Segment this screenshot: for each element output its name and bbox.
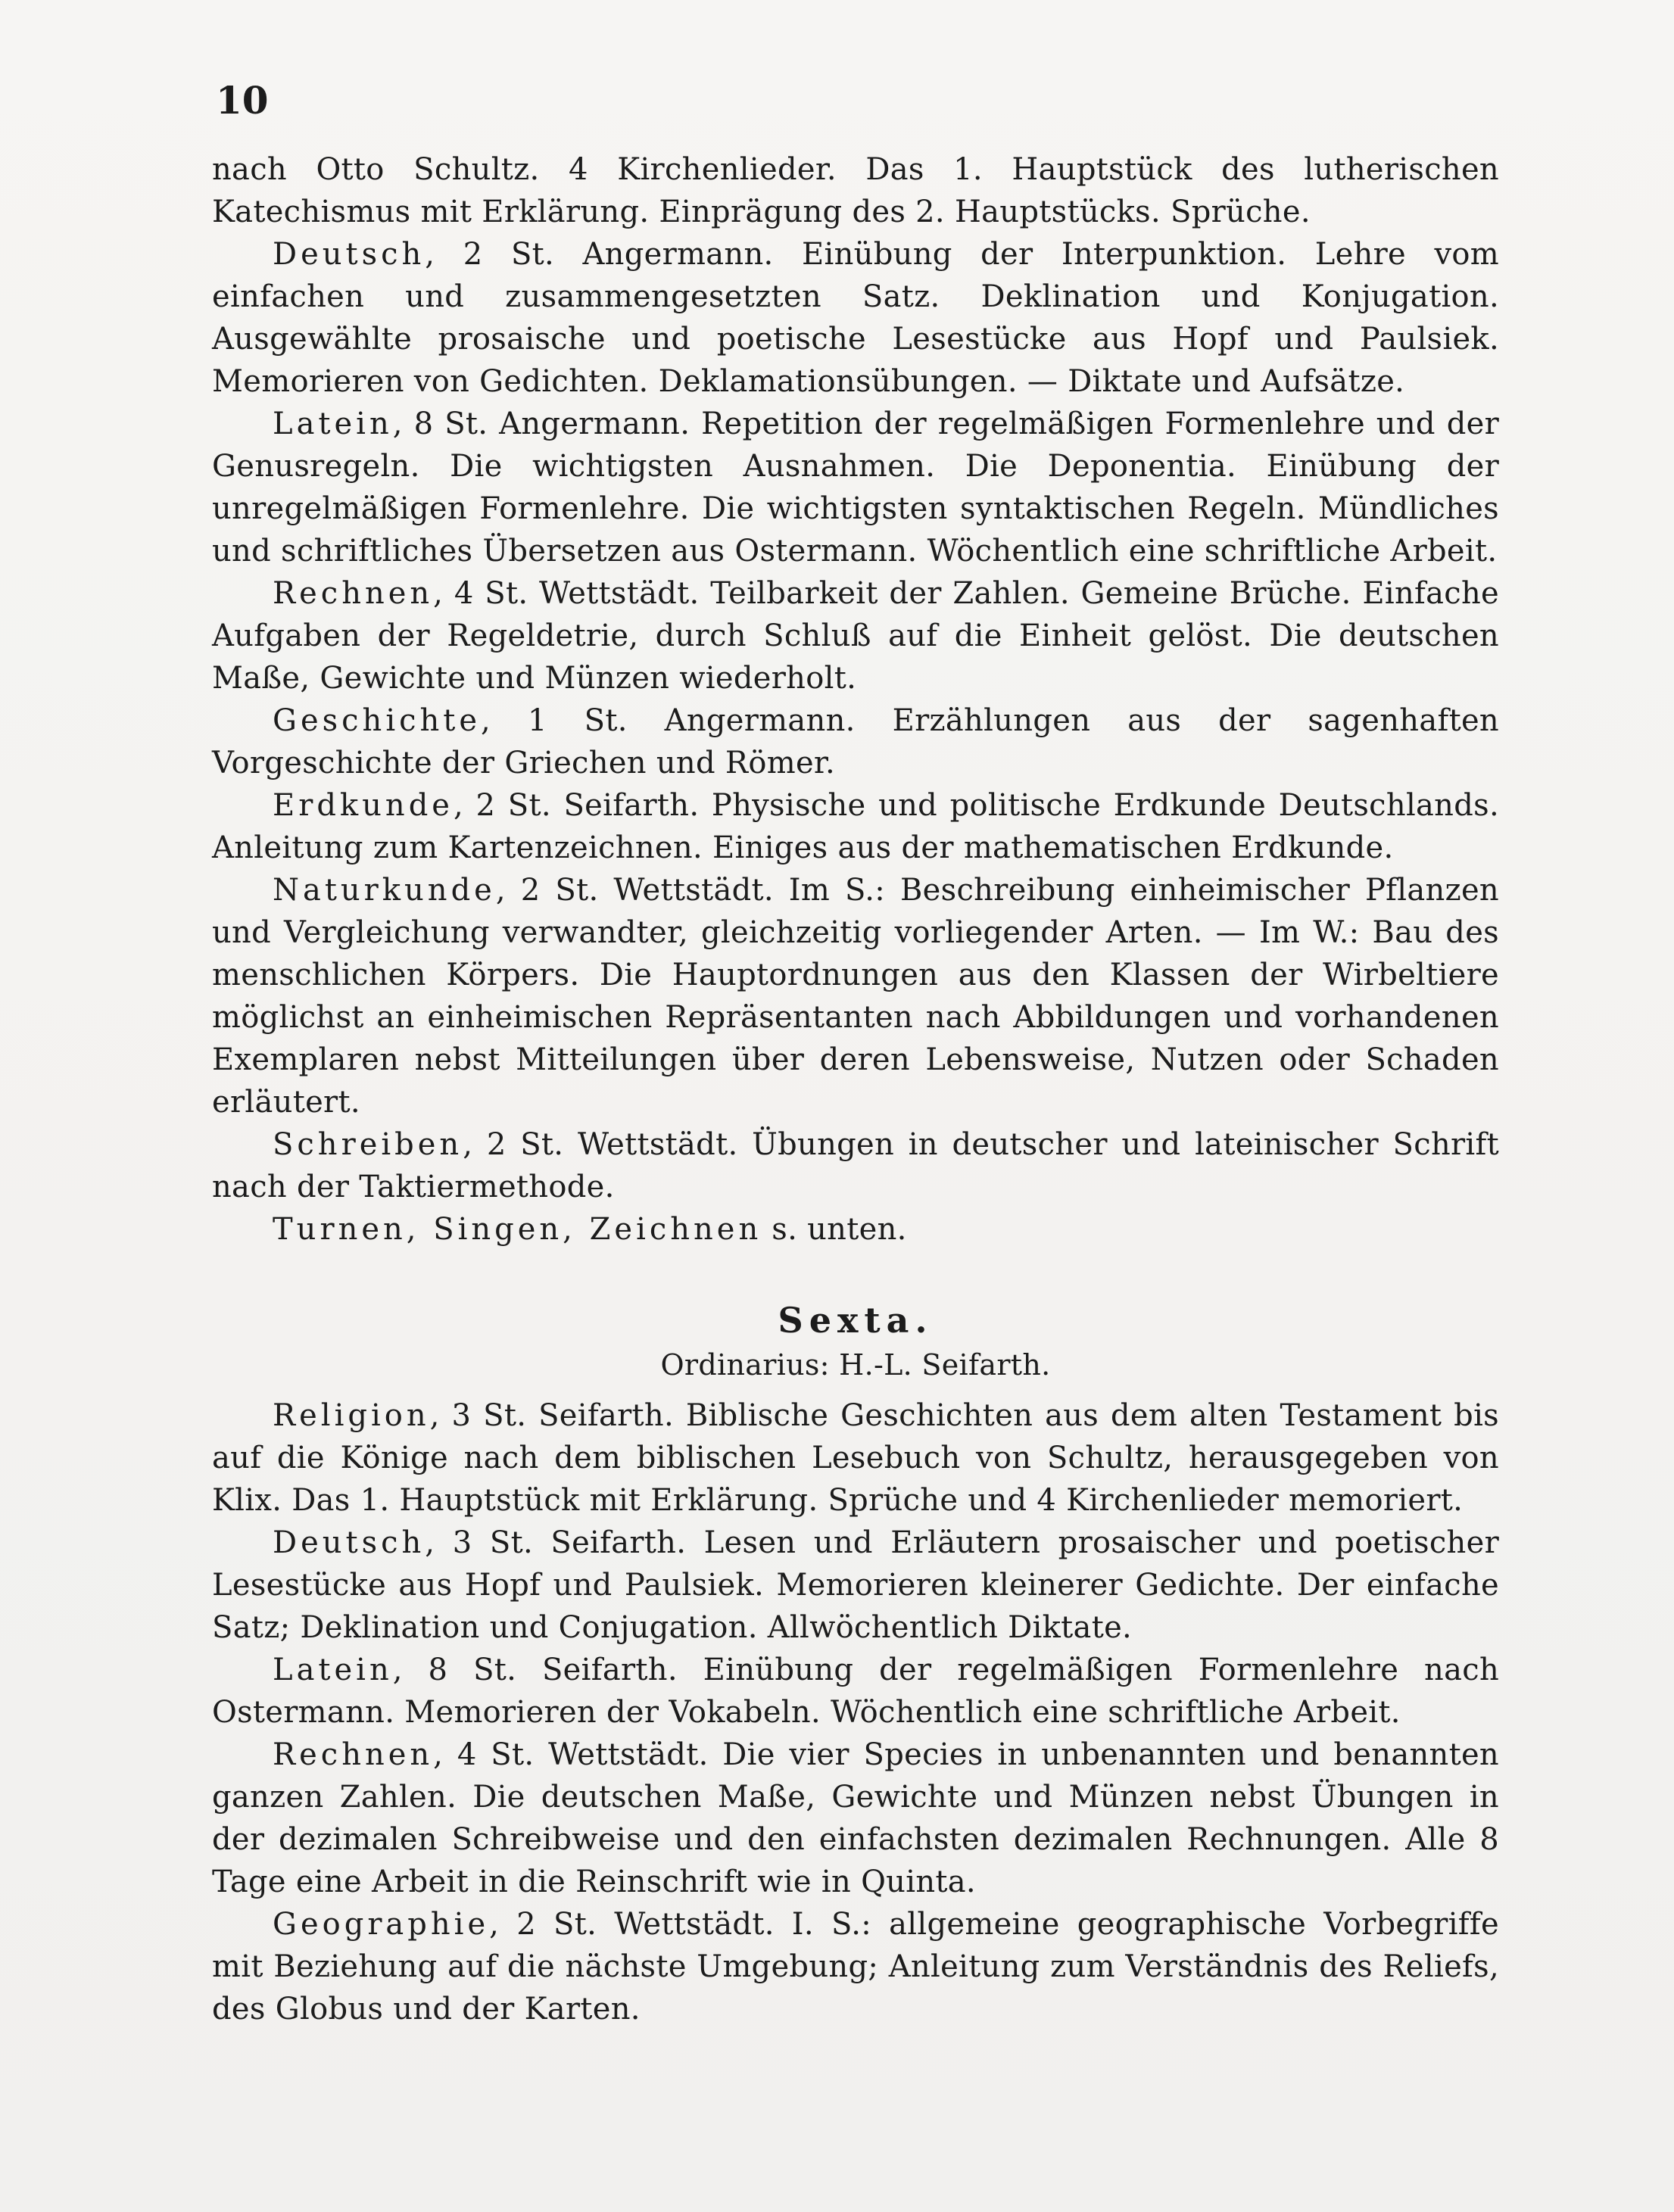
paragraph-subject: Naturkunde	[273, 873, 496, 908]
paragraph-subject: Erdkunde	[273, 788, 454, 823]
paragraph-latein-sexta	[212, 1649, 1499, 1734]
paragraph-subject: Geschichte	[273, 703, 482, 738]
paragraph-text: , 8 St. Angermann. Repetition der regelmäßigen Formenlehre und der Genusregeln. Die wichtigsten Ausnahmen. Die Deponentia. Einübung der unregelmäßigen Formenlehre. Die wichtigsten syntaktischen Regeln. Mündliches und schriftliches Übersetzen aus Ostermann. Wöchentlich eine schriftliche Arbeit.	[212, 407, 1499, 569]
paragraph-text: , 8 St. Seifarth. Einübung der regelmäßigen Formenlehre nach Ostermann. Memorieren der Vokabeln. Wöchentlich eine schriftliche Arbeit.	[212, 1653, 1499, 1730]
paragraph-subject: Rechnen	[273, 576, 434, 611]
paragraph-geschichte	[212, 699, 1499, 784]
paragraph-erdkunde	[212, 784, 1499, 869]
page-text	[212, 148, 1499, 2030]
paragraph-rechnen-sexta	[212, 1734, 1499, 1903]
paragraph-text: , 2 St. Wettstädt. Übungen in deutscher und lateinischer Schrift nach der Taktiermethode.	[212, 1127, 1499, 1204]
paragraph-text: , 4 St. Wettstädt. Die vier Species in unbenannten und benannten ganzen Zahlen. Die deutschen Maße, Gewichte und Münzen nebst Übungen in der dezimalen Schreibweise und den einfachsten dezimalen Rechnungen. Alle 8 Tage eine Arbeit in die Reinschrift wie in Quinta.	[212, 1737, 1499, 1899]
paragraph-text: , 2 St. Wettstädt. I. S.: allgemeine geographische Vorbegriffe mit Beziehung auf die nächste Umgebung; Anleitung zum Verständnis des Reliefs, des Globus und der Karten.	[212, 1907, 1499, 2027]
section-ordinarius: Ordinarius: H.-L. Seifarth.	[660, 1348, 1051, 1382]
paragraph-text: , 4 St. Wettstädt. Teilbarkeit der Zahlen. Gemeine Brüche. Einfache Aufgaben der Regeldetrie, durch Schluß auf die Einheit gelöst. Die deutschen Maße, Gewichte und Münzen wiederholt.	[212, 576, 1499, 696]
paragraph-geographie	[212, 1903, 1499, 2030]
paragraph-text: , 2 St. Seifarth. Physische und politische Erdkunde Deutschlands. Anleitung zum Kartenzeichnen. Einiges aus der mathematischen Erdkunde.	[212, 788, 1499, 865]
paragraph-text: , 1 St. Angermann. Erzählungen aus der sagenhaften Vorgeschichte der Griechen und Römer.	[212, 703, 1499, 780]
paragraph-text: s. unten.	[762, 1212, 907, 1247]
paragraph-deutsch	[212, 233, 1499, 403]
paragraph-text: , 2 St. Angermann. Einübung der Interpunktion. Lehre vom einfachen und zusammengesetzten Satz. Deklination und Konjugation. Ausgewählte prosaische und poetische Lesestücke aus Hopf und Paulsiek. Memorieren von Gedichten. Deklamationsübungen. — Diktate und Aufsätze.	[212, 237, 1499, 399]
paragraph-subject: Deutsch	[273, 1525, 426, 1560]
paragraph-religion	[212, 1394, 1499, 1522]
paragraph-subject: Latein	[273, 407, 393, 441]
paragraph-subject: Turnen, Singen, Zeichnen	[273, 1212, 762, 1247]
paragraph-turnen	[212, 1208, 1499, 1251]
page-number: 10	[216, 78, 269, 123]
paragraph-text: nach Otto Schultz. 4 Kirchenlieder. Das 1. Hauptstück des lutherischen Katechismus mit Erklärung. Einprägung des 2. Hauptstücks. Sprüche.	[212, 152, 1499, 229]
paragraph-latein	[212, 403, 1499, 572]
section-title-sexta: Sexta.	[778, 1300, 934, 1341]
paragraph-subject: Religion	[273, 1398, 430, 1433]
paragraph-subject: Schreiben	[273, 1127, 463, 1162]
paragraph-text: , 2 St. Wettstädt. Im S.: Beschreibung einheimischer Pflanzen und Vergleichung verwandter, gleichzeitig vorliegender Arten. — Im W.: Bau des menschlichen Körpers. Die Hauptordnungen aus den Klassen der Wirbeltiere möglichst an einheimischen Repräsentanten nach Abbildungen und vorhandenen Exemplaren nebst Mitteilungen über deren Lebensweise, Nutzen oder Schaden erläutert.	[212, 873, 1499, 1120]
paragraph-subject: Rechnen	[273, 1737, 434, 1772]
paragraph-schreiben	[212, 1123, 1499, 1208]
paragraph-subject: Deutsch	[273, 237, 426, 272]
paragraph-deutsch-sexta	[212, 1522, 1499, 1649]
paragraph-naturkunde	[212, 869, 1499, 1123]
paragraph-subject: Latein	[273, 1653, 393, 1687]
paragraph-text: , 3 St. Seifarth. Biblische Geschichten aus dem alten Testament bis auf die Könige nach dem biblischen Lesebuch von Schultz, herausgegeben von Klix. Das 1. Hauptstück mit Erklärung. Sprüche und 4 Kirchenlieder memoriert.	[212, 1398, 1499, 1518]
paragraph-subject: Geographie	[273, 1907, 490, 1942]
paragraph-rechnen	[212, 572, 1499, 699]
paragraph-text: , 3 St. Seifarth. Lesen und Erläutern prosaischer und poetischer Lesestücke aus Hopf und Paulsiek. Memorieren kleinerer Gedichte. Der einfache Satz; Deklination und Conjugation. Allwöchentlich Diktate.	[212, 1525, 1499, 1645]
continuation-paragraph	[212, 148, 1499, 233]
